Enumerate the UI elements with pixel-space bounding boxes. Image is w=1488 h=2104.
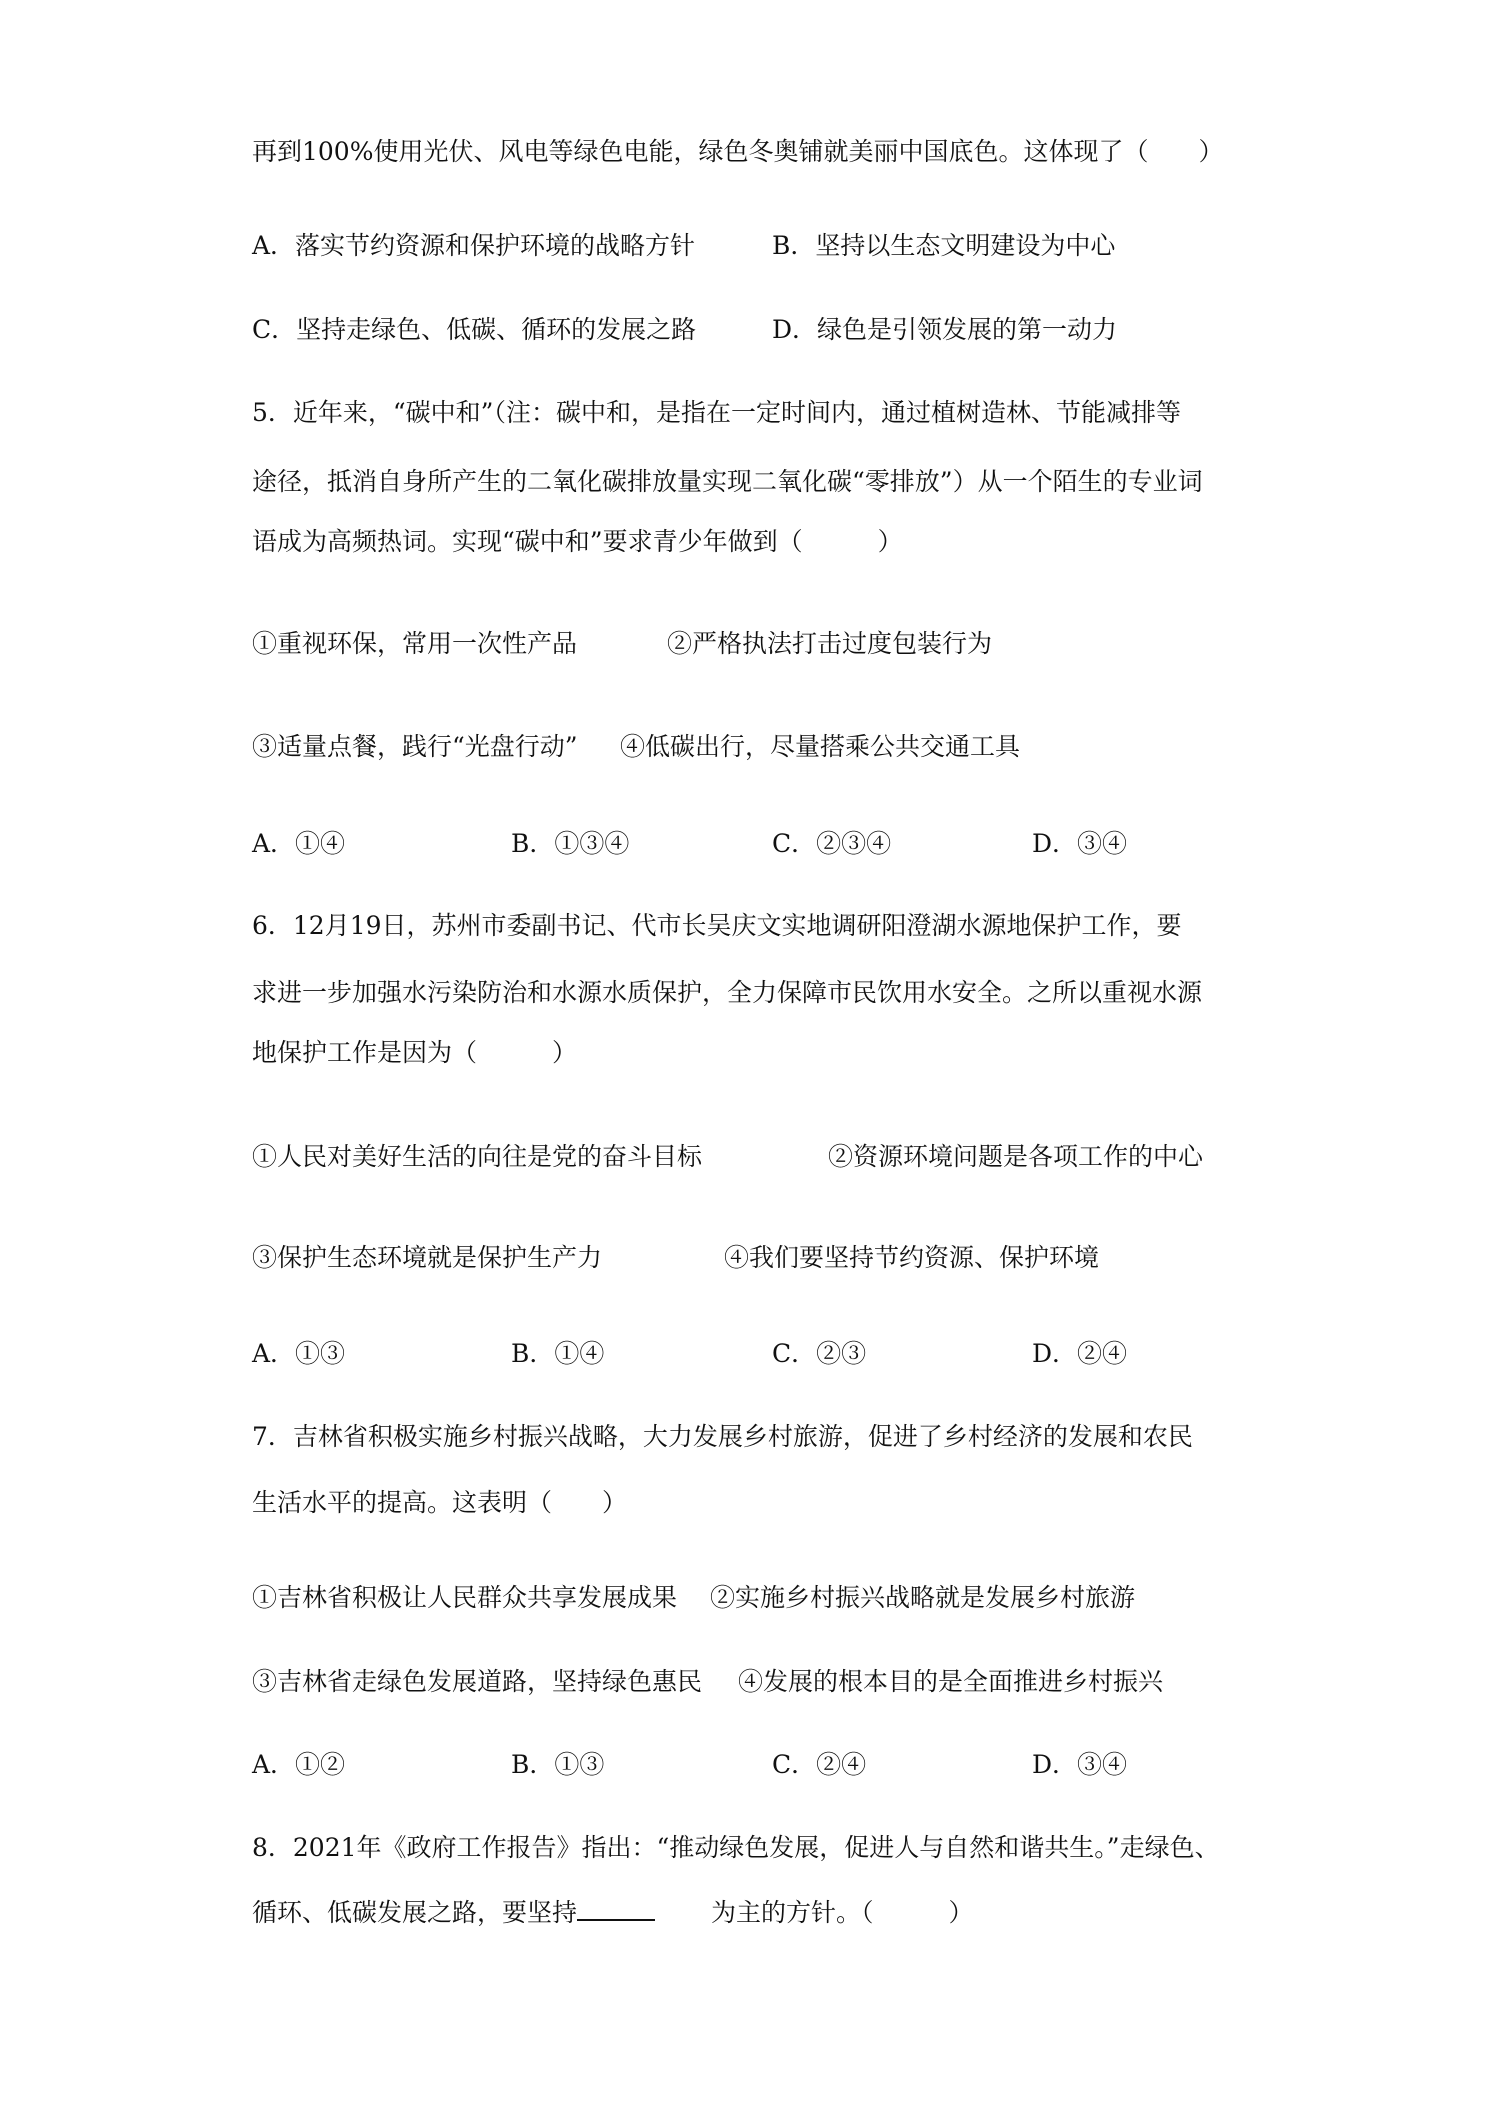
q5-item-2: ②严格执法打击过度包装行为 xyxy=(667,629,993,658)
q5-item-3: ③适量点餐，践行“光盘行动” xyxy=(252,732,578,761)
q5-option-d: D．③④ xyxy=(1032,829,1128,858)
q5-option-c: C．②③④ xyxy=(772,829,892,858)
q7-option-b: B．①③ xyxy=(511,1750,605,1779)
q7-option-a: A．①② xyxy=(252,1750,346,1779)
q6-item-4: ④我们要坚持节约资源、保护环境 xyxy=(724,1243,1100,1272)
q5-option-a: A．①④ xyxy=(252,829,346,858)
q5-stem-line-1: 5．近年来，“碳中和”（注：碳中和，是指在一定时间内，通过植树造林、节能减排等 xyxy=(252,398,1181,427)
q6-stem-line-2: 求进一步加强水污染防治和水源水质保护，全力保障市民饮用水安全。之所以重视水源 xyxy=(252,978,1203,1007)
q8-stem-line-1: 8．2021年《政府工作报告》指出：“推动绿色发展，促进人与自然和谐共生。”走绿色、 xyxy=(252,1833,1220,1862)
q7-stem-line-2: 生活水平的提高。这表明（ ） xyxy=(252,1488,628,1517)
q6-option-d: D．②④ xyxy=(1032,1339,1128,1368)
q7-item-2: ②实施乡村振兴战略就是发展乡村旅游 xyxy=(710,1583,1136,1612)
q7-stem-line-1: 7．吉林省积极实施乡村振兴战略，大力发展乡村旅游，促进了乡村经济的发展和农民 xyxy=(252,1422,1193,1451)
q5-stem-line-3: 语成为高频热词。实现“碳中和”要求青少年做到（ ） xyxy=(252,527,903,556)
q5-item-4: ④低碳出行，尽量搭乘公共交通工具 xyxy=(620,732,1021,761)
q8-answer-blank xyxy=(577,1897,655,1921)
q5-item-1: ①重视环保，常用一次性产品 xyxy=(252,629,578,658)
q4-stem-tail: 再到100%使用光伏、风电等绿色电能，绿色冬奥铺就美丽中国底色。这体现了（ ） xyxy=(252,137,1224,166)
q6-option-c: C．②③ xyxy=(772,1339,867,1368)
q6-option-a: A．①③ xyxy=(252,1339,346,1368)
q8-stem-line-2-before-blank: 循环、低碳发展之路，要坚持 xyxy=(252,1898,578,1927)
q4-option-a: A．落实节约资源和保护环境的战略方针 xyxy=(252,231,696,260)
q6-item-2: ②资源环境问题是各项工作的中心 xyxy=(828,1142,1204,1171)
q6-item-3: ③保护生态环境就是保护生产力 xyxy=(252,1243,603,1272)
q8-stem-line-2-after-blank: 为主的方针。（ ） xyxy=(711,1898,974,1927)
q7-item-4: ④发展的根本目的是全面推进乡村振兴 xyxy=(738,1667,1164,1696)
q7-item-1: ①吉林省积极让人民群众共享发展成果 xyxy=(252,1583,678,1612)
q5-stem-line-2: 途径，抵消自身所产生的二氧化碳排放量实现二氧化碳“零排放”）从一个陌生的专业词 xyxy=(252,467,1203,496)
q6-stem-line-1: 6．12月19日，苏州市委副书记、代市长吴庆文实地调研阳澄湖水源地保护工作，要 xyxy=(252,911,1182,940)
q7-option-c: C．②④ xyxy=(772,1750,867,1779)
q6-stem-line-3: 地保护工作是因为（ ） xyxy=(252,1038,578,1067)
q7-item-3: ③吉林省走绿色发展道路，坚持绿色惠民 xyxy=(252,1667,703,1696)
q4-option-d: D．绿色是引领发展的第一动力 xyxy=(772,315,1118,344)
q8-stem-line-2 xyxy=(252,1896,974,1930)
q4-option-b: B．坚持以生态文明建设为中心 xyxy=(772,231,1116,260)
q5-option-b: B．①③④ xyxy=(511,829,630,858)
q4-option-c: C．坚持走绿色、低碳、循环的发展之路 xyxy=(252,315,697,344)
q7-option-d: D．③④ xyxy=(1032,1750,1128,1779)
q6-item-1: ①人民对美好生活的向往是党的奋斗目标 xyxy=(252,1142,703,1171)
q6-option-b: B．①④ xyxy=(511,1339,605,1368)
